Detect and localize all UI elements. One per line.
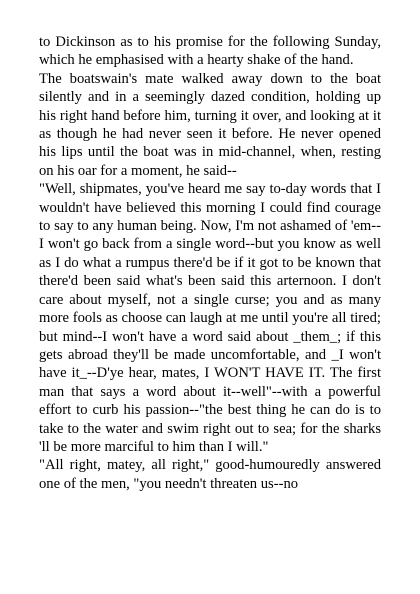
paragraph-reply: "All right, matey, all right," good-humouredly answered one of the men, "you needn't threaten us--no [39, 457, 381, 492]
paragraph-speech: "Well, shipmates, you've heard me say to-day words that I wouldn't have believed this morning I could find courage to say to any human being. Now, I'm not ashamed of 'em--I won't go back from a single word--but you know as well as I do what a rumpus there'd be if it got to be known that there'd been said what's been said this arternoon. I don't care about myself, not a single curse; you and as many more fools as choose can laugh at me until you're all tired; but mind--I won't have a word said about _them_; if this gets abroad they'll be made uncomfortable, and _I won't have it_--D'ye hear, mates, I WON'T HAVE IT. The first man that says a word about it--well"--with a powerful effort to curb his passion--"the best thing he can do is to take to the water and swim right out to sea; for the sharks 'll be more marciful to him than I will." [39, 181, 381, 455]
paragraph-boatswain-mate: The boatswain's mate walked away down to the boat silently and in a seemingly dazed condition, holding up his right hand before him, turning it over, and looking at it as though he had never seen it before. He never opened his lips until the boat was in mid-channel, when, resting on his oar for a moment, he said-- [39, 70, 381, 179]
paragraph-continuation: to Dickinson as to his promise for the following Sunday, which he emphasised with a hearty shake of the hand. [39, 34, 381, 69]
